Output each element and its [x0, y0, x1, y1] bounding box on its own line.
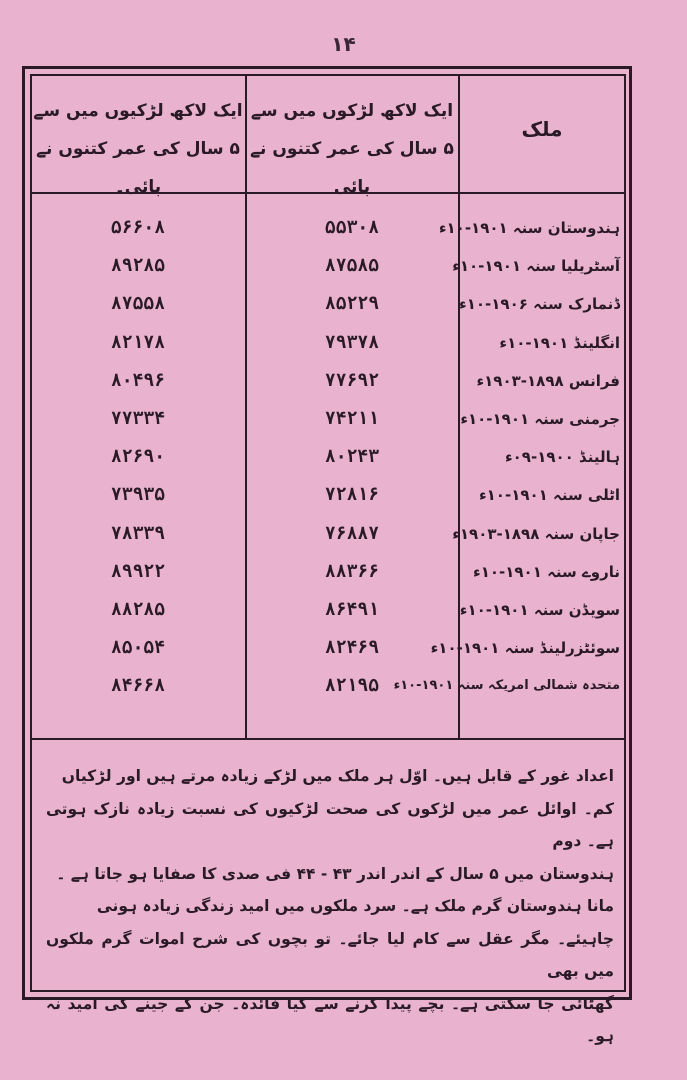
commentary-paragraph	[46, 760, 614, 1053]
girls-cell: ۸۲۶۹۰	[110, 446, 166, 468]
note-line: مانا ہندوستان گرم ملک ہے۔ سرد ملکوں میں امید زندگی زیادہ ہونی	[96, 897, 614, 915]
girls-cell: ۸۵۰۵۴	[110, 637, 166, 659]
girls-cell: ۸۴۶۶۸	[110, 675, 166, 697]
table-row	[30, 365, 626, 403]
table-row	[30, 441, 626, 479]
table-row	[30, 327, 626, 365]
boys-cell: ۵۵۳۰۸	[324, 217, 380, 238]
table-row	[30, 212, 626, 250]
table-row	[30, 632, 626, 670]
table-row	[30, 518, 626, 556]
table-row	[30, 403, 626, 441]
boys-cell: ۸۷۵۸۵	[324, 255, 380, 277]
table-note-divider	[30, 738, 626, 740]
table-row	[30, 556, 626, 594]
girls-cell: ۵۶۶۰۸	[110, 217, 166, 238]
table-body	[30, 212, 626, 708]
girls-cell: ۸۲۱۷۸	[110, 331, 166, 353]
boys-cell: ۸۵۲۲۹	[324, 293, 380, 315]
table-row	[30, 250, 626, 288]
header-boys-survival: ایک لاکھ لڑکوں میں سے ۵ سال کی عمر کتنوں نے پائی	[250, 101, 454, 197]
boys-cell: ۸۶۴۹۱	[324, 598, 380, 620]
note-line: کم۔ اوائل عمر میں لڑکوں کی صحت لڑکیوں کی نسبت زیادہ نازک ہوتی ہے۔ دوم	[46, 799, 614, 850]
girls-cell: ۸۷۵۵۸	[110, 293, 166, 315]
country-cell: انگلینڈ ۱۹۰۱-۱۰ء	[499, 333, 620, 352]
boys-cell: ۸۸۳۶۶	[324, 560, 380, 582]
table-row	[30, 288, 626, 326]
girls-cell: ۸۹۲۸۵	[110, 255, 166, 277]
country-cell: ہندوستان سنہ ۱۹۰۱-۱۰ء	[438, 219, 620, 237]
boys-cell: ۸۰۲۴۳	[324, 446, 380, 468]
country-cell: متحدہ شمالی امریکہ سنہ ۱۹۰۱-۱۰ء	[393, 678, 620, 694]
boys-cell: ۷۶۸۸۷	[324, 522, 380, 544]
table-row	[30, 594, 626, 632]
girls-cell: ۷۷۳۳۴	[110, 407, 166, 429]
country-cell: فرانس ۱۸۹۸-۱۹۰۳ء	[476, 371, 620, 390]
girls-cell: ۸۹۹۲۲	[110, 560, 166, 582]
note-line: چاہیئے۔ مگر عقل سے کام لیا جائے۔ تو بچوں کی شرح اموات گرم ملکوں میں بھی	[46, 929, 614, 980]
boys-cell: ۷۷۶۹۲	[324, 369, 380, 391]
table-row	[30, 670, 626, 708]
country-cell: ہالینڈ ۱۹۰۰-۰۹ء	[504, 448, 620, 467]
country-cell: سوئٹزرلینڈ سنہ ۱۹۰۱-۱۰ء	[430, 639, 620, 658]
header-country: ملک	[521, 117, 563, 141]
boys-cell: ۸۲۱۹۵	[324, 675, 380, 697]
page-number: ۱۴	[331, 32, 356, 56]
boys-cell: ۷۴۲۱۱	[324, 407, 380, 429]
country-cell: ناروے سنہ ۱۹۰۱-۱۰ء	[473, 562, 620, 581]
header-girls-survival: ایک لاکھ لڑکیوں میں سے ۵ سال کی عمر کتنوں نے پائی۔	[33, 101, 243, 197]
country-cell: آسٹریلیا سنہ ۱۹۰۱-۱۰ء	[452, 257, 620, 276]
country-cell: اٹلی سنہ ۱۹۰۱-۱۰ء	[478, 486, 620, 505]
boys-cell: ۸۲۴۶۹	[324, 637, 380, 659]
girls-cell: ۸۸۲۸۵	[110, 598, 166, 620]
country-cell: ڈنمارک سنہ ۱۹۰۶-۱۰ء	[459, 295, 620, 314]
girls-cell: ۷۸۳۳۹	[110, 522, 166, 544]
country-cell: جاپان سنہ ۱۸۹۸-۱۹۰۳ء	[452, 524, 620, 543]
boys-cell: ۷۲۸۱۶	[324, 484, 380, 506]
girls-cell: ۷۳۹۳۵	[110, 484, 166, 506]
boys-cell: ۷۹۳۷۸	[324, 331, 380, 353]
note-line: گھٹائی جا سکتی ہے۔ بچے پیدا کرنے سے کیا فائدہ۔ جن کے جینے کی امید نہ ہو۔	[46, 994, 614, 1045]
girls-cell: ۸۰۴۹۶	[110, 369, 166, 391]
note-line: ہندوستان میں ۵ سال کے اندر اندر ۴۳ - ۴۴ فی صدی کا صفایا ہو جاتا ہے ۔	[56, 864, 614, 883]
note-line: اعداد غور کے قابل ہیں۔ اوّل ہر ملک میں لڑکے زیادہ مرتے ہیں اور لڑکیاں	[61, 767, 614, 785]
table-row	[30, 479, 626, 517]
country-cell: جرمنی سنہ ۱۹۰۱-۱۰ء	[460, 409, 620, 428]
country-cell: سویڈن سنہ ۱۹۰۱-۱۰ء	[459, 600, 620, 619]
